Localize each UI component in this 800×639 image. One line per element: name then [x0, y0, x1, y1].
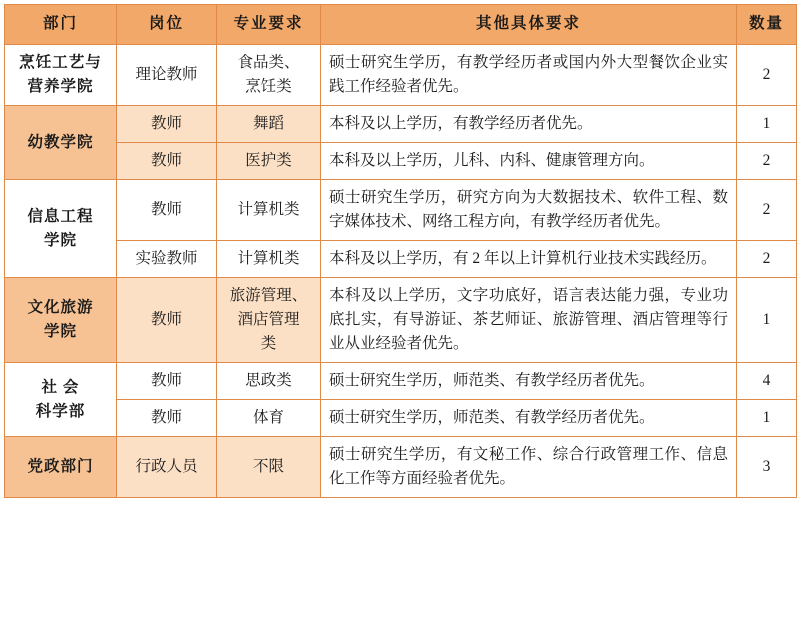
table-row: [5, 363, 797, 400]
cell-quantity: 2: [737, 241, 797, 278]
cell-quantity: 3: [737, 437, 797, 498]
cell-major: 医护类: [217, 143, 321, 180]
cell-quantity: 1: [737, 278, 797, 363]
cell-quantity: 1: [737, 106, 797, 143]
cell-other-requirements: 本科及以上学历，文字功底好，语言表达能力强，专业功底扎实，有导游证、茶艺师证、旅游管理、酒店管理等行业从业经验者优先。: [321, 278, 737, 363]
table-row: [5, 241, 797, 278]
cell-position: 教师: [117, 363, 217, 400]
table-row: [5, 437, 797, 498]
cell-position: 教师: [117, 106, 217, 143]
cell-position: 教师: [117, 180, 217, 241]
cell-position: 教师: [117, 143, 217, 180]
table-row: [5, 143, 797, 180]
cell-department: 社 会 科学部: [5, 363, 117, 437]
cell-department: 烹饪工艺与 营养学院: [5, 45, 117, 106]
table-header-row: [5, 5, 797, 45]
cell-department: 幼教学院: [5, 106, 117, 180]
cell-other-requirements: 本科及以上学历，有教学经历者优先。: [321, 106, 737, 143]
cell-other-requirements: 本科及以上学历，有 2 年以上计算机行业技术实践经历。: [321, 241, 737, 278]
cell-position: 理论教师: [117, 45, 217, 106]
cell-other-requirements: 硕士研究生学历，师范类、有教学经历者优先。: [321, 363, 737, 400]
cell-other-requirements: 硕士研究生学历，有文秘工作、综合行政管理工作、信息化工作等方面经验者优先。: [321, 437, 737, 498]
table-row: [5, 400, 797, 437]
cell-major: 思政类: [217, 363, 321, 400]
cell-position: 实验教师: [117, 241, 217, 278]
cell-major: 计算机类: [217, 180, 321, 241]
table-row: [5, 106, 797, 143]
column-header-quantity: 数量: [737, 5, 797, 45]
column-header-other-requirements: 其他具体要求: [321, 5, 737, 45]
table-header: [5, 5, 797, 45]
cell-quantity: 1: [737, 400, 797, 437]
cell-other-requirements: 硕士研究生学历，研究方向为大数据技术、软件工程、数字媒体技术、网络工程方向，有教学经历者优先。: [321, 180, 737, 241]
cell-major: 体育: [217, 400, 321, 437]
cell-position: 教师: [117, 400, 217, 437]
cell-department: 文化旅游 学院: [5, 278, 117, 363]
table-row: [5, 278, 797, 363]
cell-department: 党政部门: [5, 437, 117, 498]
cell-quantity: 2: [737, 180, 797, 241]
cell-position: 教师: [117, 278, 217, 363]
cell-other-requirements: 硕士研究生学历，师范类、有教学经历者优先。: [321, 400, 737, 437]
cell-department: 信息工程 学院: [5, 180, 117, 278]
cell-major: 旅游管理、 酒店管理 类: [217, 278, 321, 363]
cell-other-requirements: 本科及以上学历，儿科、内科、健康管理方向。: [321, 143, 737, 180]
cell-position: 行政人员: [117, 437, 217, 498]
cell-major: 舞蹈: [217, 106, 321, 143]
column-header-major-requirement: 专业要求: [217, 5, 321, 45]
cell-major: 计算机类: [217, 241, 321, 278]
table-body: [5, 45, 797, 498]
cell-major: 不限: [217, 437, 321, 498]
cell-quantity: 2: [737, 45, 797, 106]
cell-quantity: 4: [737, 363, 797, 400]
column-header-position: 岗位: [117, 5, 217, 45]
recruitment-table: [4, 4, 797, 498]
table-row: [5, 180, 797, 241]
cell-major: 食品类、 烹饪类: [217, 45, 321, 106]
column-header-department: 部门: [5, 5, 117, 45]
cell-quantity: 2: [737, 143, 797, 180]
cell-other-requirements: 硕士研究生学历，有教学经历者或国内外大型餐饮企业实践工作经验者优先。: [321, 45, 737, 106]
table-row: [5, 45, 797, 106]
